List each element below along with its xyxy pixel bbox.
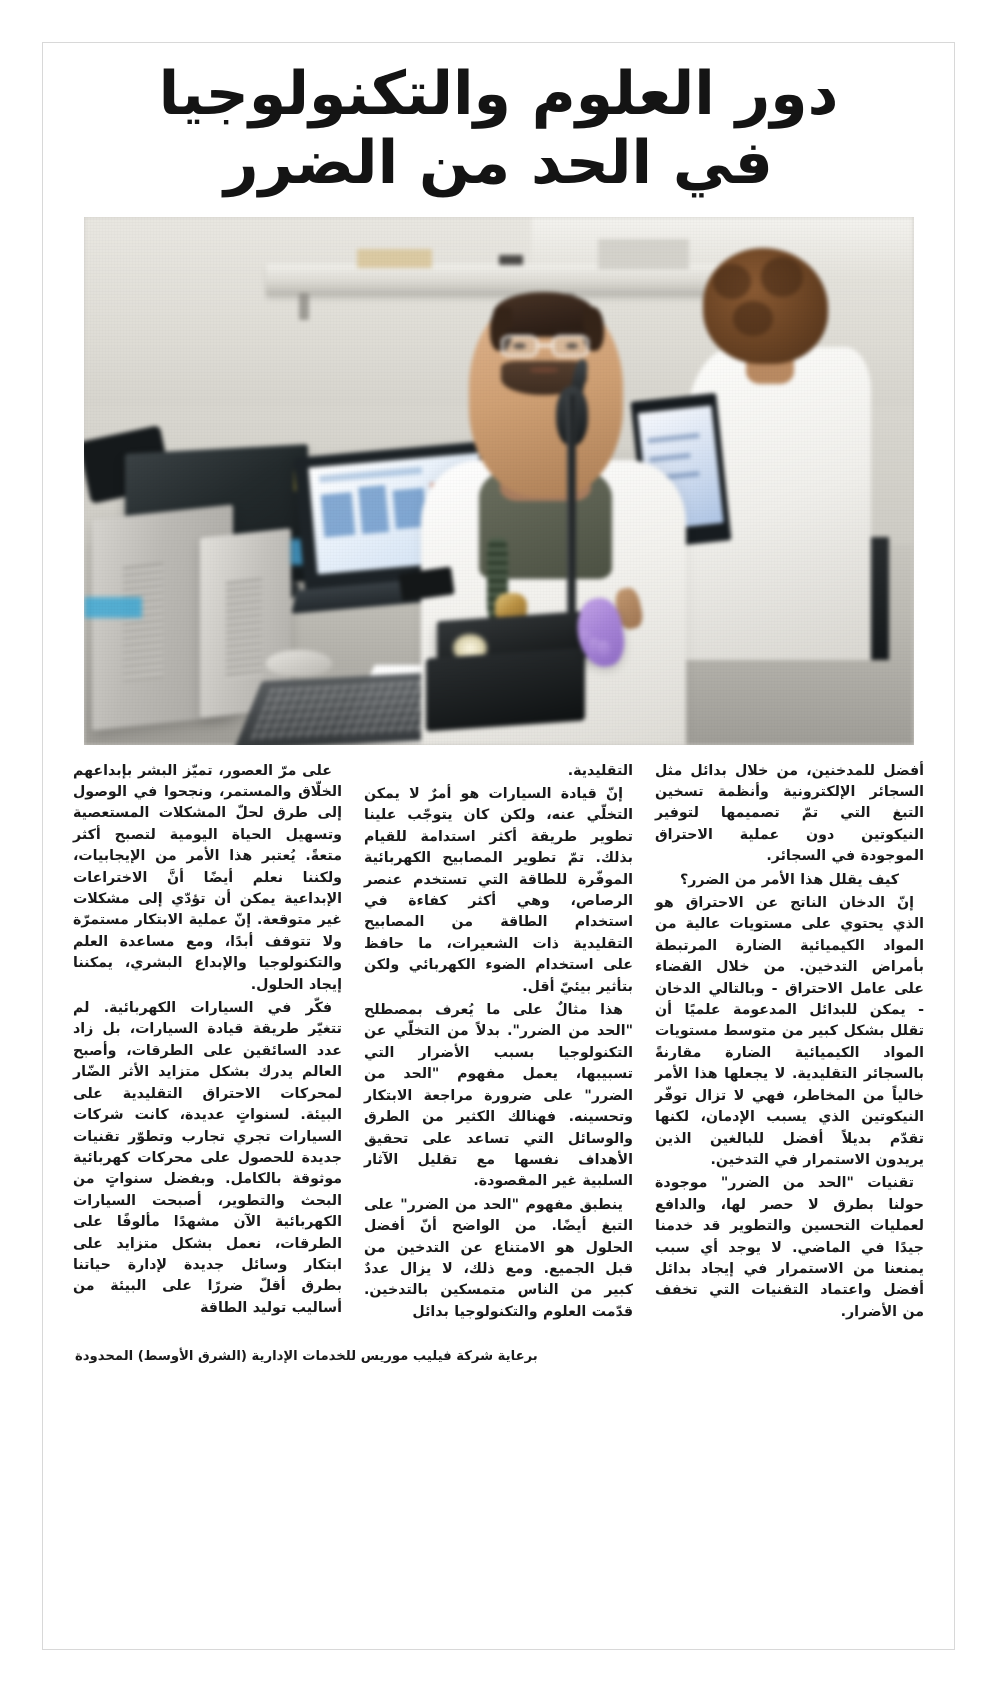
- headline-line-1: دور العلوم والتكنولوجيا: [158, 59, 839, 129]
- footer-credit-bar: [65, 1337, 932, 1367]
- shelf-bracket-left: [299, 293, 309, 319]
- page-content: [43, 43, 954, 1649]
- second-researcher: [673, 248, 889, 660]
- paragraph: إنّ الدخان الناتج عن الاحتراق هو الذي يحتوي على مستويات عالية من المواد الكيميائية الضارة المرتبطة بأمراض التدخين. من خلال القضاء على عامل الاحتراق - وبالتالي الدخان - يمكن للبدائل المدعومة علميًا أن تقلل بشكل كبير من متوسط مستويات المواد الكيميائية الضارة مقارنةً بالسجائر التقليدية. لا يجعلها هذا الأمر خالياً من المخاطر، فهي لا تزال توفّر النيكوتين الذي يسبب الإدمان، لكنها تقدّم بديلاً أفضل للبالغين الذين يريدون الاستمرار في التدخين.: [655, 895, 924, 1168]
- paragraph: على مرّ العصور، تميّز البشر بإبداعهم الخلّاق والمستمر، ونجحوا في الوصول إلى طرق لحلّ المشكلات المستعصية وتسهيل الحياة اليومية لتصبح أكثر متعةً. يُعتبر هذا الأمر من الإيجابيات، ولكننا نعلم أيضًا أنَّ الاختراعات الإبداعية يمكن أن تؤدّي إلى مشكلات غير متوقعة. إنّ عملية الابتكار مستمرّة ولا تتوقف أبدًا، ومع مساعدة العلم والتكنولوجيا والإبداع البشري، يمكننا إيجاد الحلول.: [73, 762, 342, 993]
- column-middle: [364, 761, 633, 1326]
- hair-curl-3: [733, 301, 773, 336]
- computer-mouse: [266, 650, 332, 676]
- hair-curl-2: [761, 257, 804, 296]
- paragraph: التقليدية.: [567, 762, 633, 779]
- scientist: [416, 285, 682, 744]
- instrument-vent-2: [225, 578, 262, 679]
- glasses-lens-left: [501, 335, 538, 357]
- article-body: [65, 761, 932, 1326]
- hair-curl-1: [713, 264, 751, 299]
- column-left: [655, 761, 924, 1326]
- paragraph: تقنيات "الحد من الضرر" موجودة حولنا بطرق لا حصر لها، والدافع لعمليات التحسين والتطوير قد خدمنا جيدًا في الماضي. لا يوجد أي سبب يمنعنا من الاستمرار في إيجاد بدائل أفضل واعتماد التقنيات التي تخفف من الأضرار.: [655, 1175, 924, 1320]
- article-headline: [65, 43, 932, 199]
- shelf-box-item: [357, 249, 432, 268]
- article-photo: [84, 217, 914, 745]
- paragraph: إنّ قيادة السيارات هو أمرٌ لا يمكن التخلّي عنه، ولكن كان يتوجّب علينا تطوير طريقة أكثر استدامة للقيام بذلك. تمّ تطوير المصابيح الكهربائية الموفّرة للطاقة التي تستخدم عنصر الرصاص، وهي أكثر كفاءة في استخدام الطاقة من المصابيح التقليدية ذات الشعيرات، ما حافظ على استخدام الضوء الكهربائي ولكن بتأثير بيئيّ أقل.: [364, 786, 633, 995]
- paragraph: هذا مثالٌ على ما يُعرف بمصطلح "الحد من الضرر". بدلاً من التخلّي عن التكنولوجيا بسبب الأضرار التي تسبيبها، يعمل مفهوم "الحد من الضرر" على ضرورة مراجعة الابتكار وتحسينه. فهنالك الكثير من الطرق والوسائل التي تساعد على تحقيق الأهداف نفسها مع تقليل الآثار السلبية غير المقصودة.: [364, 1002, 633, 1190]
- second-researcher-hair: [703, 248, 828, 363]
- headline-line-2: في الحد من الضرر: [224, 127, 773, 198]
- blue-lab-item-2: [84, 597, 142, 618]
- screen-tile-1: [321, 492, 355, 537]
- paragraph: أفضل للمدخنين، من خلال بدائل مثل السجائر الإلكترونية وأنظمة تسخين التبغ التي تمّ تصميمها لتوفير النيكوتين دون عملية الاحتراق الموجودة في السجائر.: [655, 762, 924, 865]
- scientist-head: [469, 294, 623, 496]
- newspaper-page: [42, 42, 955, 1650]
- column-right: [73, 761, 342, 1326]
- photo-illustration: [84, 217, 914, 745]
- shelf-dark-item: [499, 255, 524, 266]
- glasses-lens-right: [552, 335, 589, 357]
- glasses-bridge: [538, 344, 552, 346]
- photo-scene: [84, 217, 914, 745]
- scientist-mouth: [530, 367, 558, 373]
- screen-tile-2: [358, 484, 389, 533]
- screen-header-bar: [320, 466, 423, 482]
- subheading-question: كيف يقلل هذا الأمر من الضرر؟: [679, 871, 899, 888]
- paragraph: ينطبق مفهوم "الحد من الضرر" على التبغ أيضًا. من الواضح أنّ أفضل الحلول هو الامتناع عن التدخين من قبل الجميع. ومع ذلك، لا يزال عددٌ كبير من الناس متمسكين بالتدخين. قدّمت العلوم والتكنولوجيا بدائل: [364, 1196, 633, 1320]
- instrument-vent-1: [123, 563, 163, 681]
- paragraph: فكّر في السيارات الكهربائية. لم تتغيّر طريقة قيادة السيارات، بل زاد عدد السائقين على الطرقات، وأصبح العالم يدرك بشكل متزايد الأثر الضّار لمحركات الاحتراق التقليدية على البيئة. لسنواتٍ عديدة، كانت شركات السيارات تجري تجارب وتطوّر تقنيات جديدة للحصول على محركات كهربائية موثوقة بالكامل. وبفضل سنواتٍ من البحث والتطوير، أصبحت السيارات الكهربائية الآن مشهدًا مألوفًا على الطرقات، نعمل بشكل متزايد على ابتكار وسائل جديدة لإدارة حياتنا بطرق أقلّ ضررًا على البيئة من أساليب توليد الطاقة: [73, 1000, 342, 1316]
- sponsor-credit: برعاية شركة فيليب موريس للخدمات الإدارية (الشرق الأوسط) المحدودة: [75, 1349, 538, 1365]
